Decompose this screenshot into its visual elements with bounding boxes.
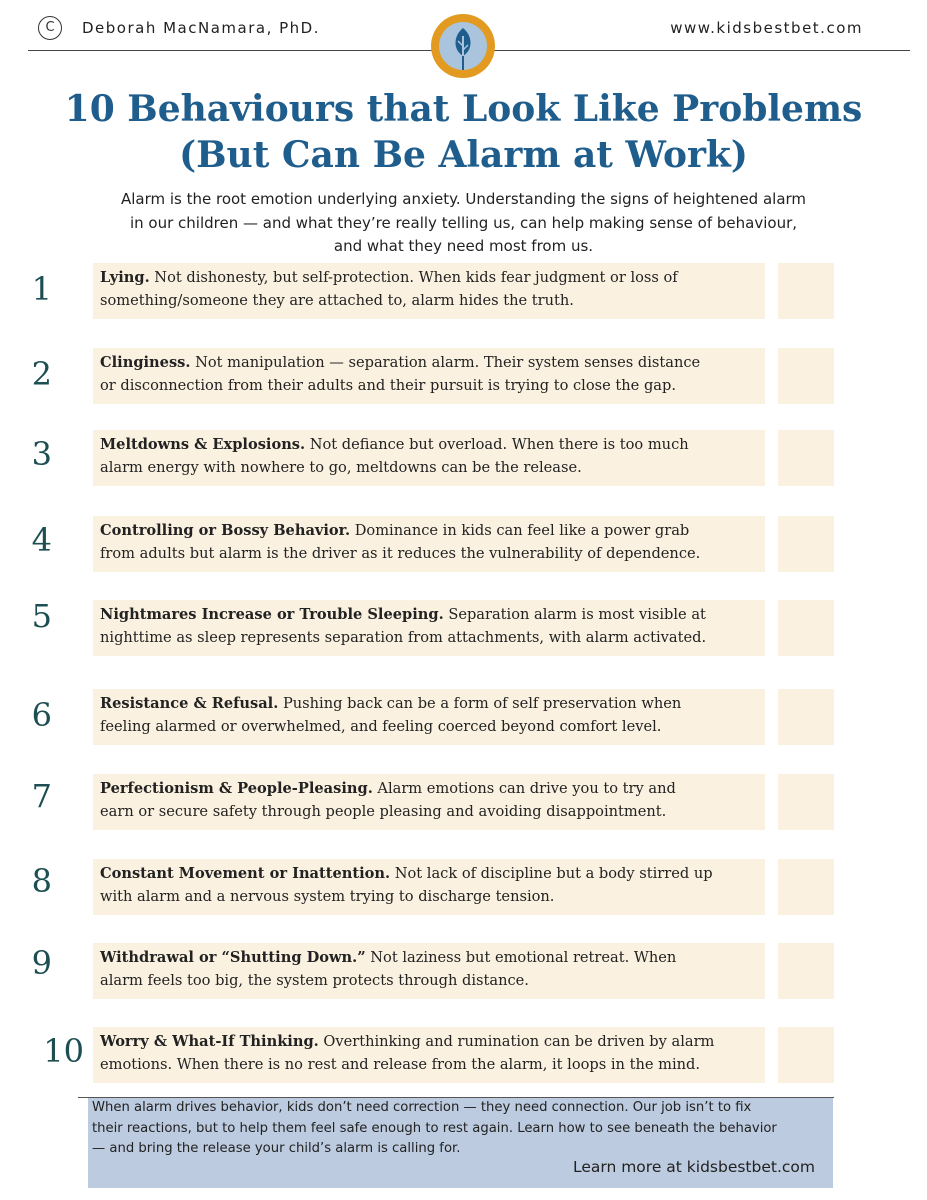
checkbox[interactable] bbox=[778, 1027, 834, 1083]
item-number: 3 bbox=[31, 435, 52, 473]
item-description-line-2: emotions. When there is no rest and release from the alarm, it loops in the mind. bbox=[100, 1055, 701, 1073]
item-number: 10 bbox=[43, 1032, 84, 1070]
checkbox[interactable] bbox=[778, 263, 834, 319]
item-description-line-2: earn or secure safety through people pleasing and avoiding disappointment. bbox=[100, 802, 667, 820]
item-description: Separation alarm is most visible at bbox=[443, 606, 706, 623]
item-heading: Nightmares Increase or Trouble Sleeping. bbox=[100, 606, 444, 623]
item-description: Not manipulation — separation alarm. Their system senses distance bbox=[190, 354, 701, 371]
item-description: Dominance in kids can feel like a power grab bbox=[350, 522, 690, 539]
item-description: Not lack of discipline but a body stirred up bbox=[390, 865, 713, 882]
item-description-line-2: with alarm and a nervous system trying to discharge tension. bbox=[100, 887, 555, 905]
item-number: 4 bbox=[31, 521, 52, 559]
intro-paragraph bbox=[70, 188, 857, 259]
list-item bbox=[0, 516, 927, 574]
footer-callout bbox=[88, 1098, 833, 1188]
list-item bbox=[0, 689, 927, 747]
list-item bbox=[0, 263, 927, 321]
item-description-line-2: nighttime as sleep represents separation from attachments, with alarm activated. bbox=[100, 628, 707, 646]
list-item bbox=[0, 774, 927, 832]
item-number: 8 bbox=[31, 862, 52, 900]
list-item bbox=[0, 859, 927, 917]
item-text bbox=[100, 1031, 780, 1076]
logo bbox=[431, 14, 495, 78]
item-description-line-2: alarm energy with nowhere to go, meltdowns can be the release. bbox=[100, 458, 582, 476]
item-number: 6 bbox=[31, 696, 52, 734]
learn-more-link[interactable]: Learn more at kidsbestbet.com bbox=[572, 1158, 815, 1176]
item-heading: Worry & What-If Thinking. bbox=[100, 1033, 319, 1050]
item-heading: Lying. bbox=[100, 269, 150, 286]
intro-line: in our children — and what they’re really telling us, can help making sense of behaviour, bbox=[129, 213, 798, 232]
list-item bbox=[0, 943, 927, 1001]
author-name: Deborah MacNamara, PhD. bbox=[82, 19, 320, 37]
intro-line: and what they need most from us. bbox=[333, 237, 594, 255]
page-title bbox=[0, 86, 927, 178]
title-line-2: (But Can Be Alarm at Work) bbox=[179, 134, 748, 176]
item-description: Pushing back can be a form of self preservation when bbox=[278, 695, 682, 712]
item-text bbox=[100, 520, 780, 565]
item-description-line-2: or disconnection from their adults and their pursuit is trying to close the gap. bbox=[100, 376, 676, 394]
item-number: 2 bbox=[31, 355, 52, 393]
item-text bbox=[100, 863, 780, 908]
list-item bbox=[0, 1027, 927, 1085]
item-text bbox=[100, 778, 780, 823]
footer-line: When alarm drives behavior, kids don’t need correction — they need connection. Our job isn’t to fix bbox=[92, 1100, 752, 1115]
item-heading: Controlling or Bossy Behavior. bbox=[100, 522, 351, 539]
item-description-line-2: something/someone they are attached to, alarm hides the truth. bbox=[100, 291, 574, 309]
item-text bbox=[100, 267, 780, 312]
item-text bbox=[100, 604, 780, 649]
footer-text bbox=[92, 1098, 837, 1160]
item-number: 1 bbox=[31, 270, 52, 308]
checkbox[interactable] bbox=[778, 348, 834, 404]
tree-leaf-icon bbox=[439, 22, 487, 70]
item-heading: Meltdowns & Explosions. bbox=[100, 436, 306, 453]
item-description-line-2: alarm feels too big, the system protects through distance. bbox=[100, 971, 529, 989]
copyright-icon: C bbox=[38, 16, 62, 40]
item-description: Not laziness but emotional retreat. When bbox=[365, 949, 677, 966]
checkbox[interactable] bbox=[778, 943, 834, 999]
item-number: 9 bbox=[31, 944, 52, 982]
item-description-line-2: feeling alarmed or overwhelmed, and feeling coerced beyond comfort level. bbox=[100, 717, 662, 735]
item-description: Not defiance but overload. When there is too much bbox=[305, 436, 689, 453]
item-text bbox=[100, 693, 780, 738]
item-text bbox=[100, 352, 780, 397]
checkbox[interactable] bbox=[778, 430, 834, 486]
list-item bbox=[0, 348, 927, 406]
list-item bbox=[0, 597, 927, 658]
item-heading: Withdrawal or “Shutting Down.” bbox=[100, 949, 366, 966]
title-line-1: 10 Behaviours that Look Like Problems bbox=[64, 88, 863, 130]
item-heading: Resistance & Refusal. bbox=[100, 695, 279, 712]
item-description: Overthinking and rumination can be driven by alarm bbox=[318, 1033, 715, 1050]
checkbox[interactable] bbox=[778, 516, 834, 572]
intro-line: Alarm is the root emotion underlying anxiety. Understanding the signs of heightened alarm bbox=[120, 190, 807, 208]
item-text bbox=[100, 434, 780, 479]
item-heading: Perfectionism & People-Pleasing. bbox=[100, 780, 373, 797]
checkbox[interactable] bbox=[778, 774, 834, 830]
item-number: 7 bbox=[31, 777, 52, 815]
footer-line: — and bring the release your child’s alarm is calling for. bbox=[92, 1141, 461, 1156]
item-description: Alarm emotions can drive you to try and bbox=[372, 780, 676, 797]
footer-line: their reactions, but to help them feel safe enough to rest again. Learn how to see beneath the behavior bbox=[92, 1120, 777, 1136]
item-text bbox=[100, 947, 780, 992]
item-heading: Clinginess. bbox=[100, 354, 191, 371]
item-description-line-2: from adults but alarm is the driver as it reduces the vulnerability of dependence. bbox=[100, 544, 701, 562]
item-description: Not dishonesty, but self-protection. When kids fear judgment or loss of bbox=[149, 269, 678, 286]
checkbox[interactable] bbox=[778, 689, 834, 745]
item-heading: Constant Movement or Inattention. bbox=[100, 865, 391, 882]
website-link[interactable]: www.kidsbestbet.com bbox=[670, 19, 863, 37]
list-item bbox=[0, 430, 927, 488]
checkbox[interactable] bbox=[778, 859, 834, 915]
item-number: 5 bbox=[31, 597, 52, 635]
checkbox[interactable] bbox=[778, 600, 834, 656]
